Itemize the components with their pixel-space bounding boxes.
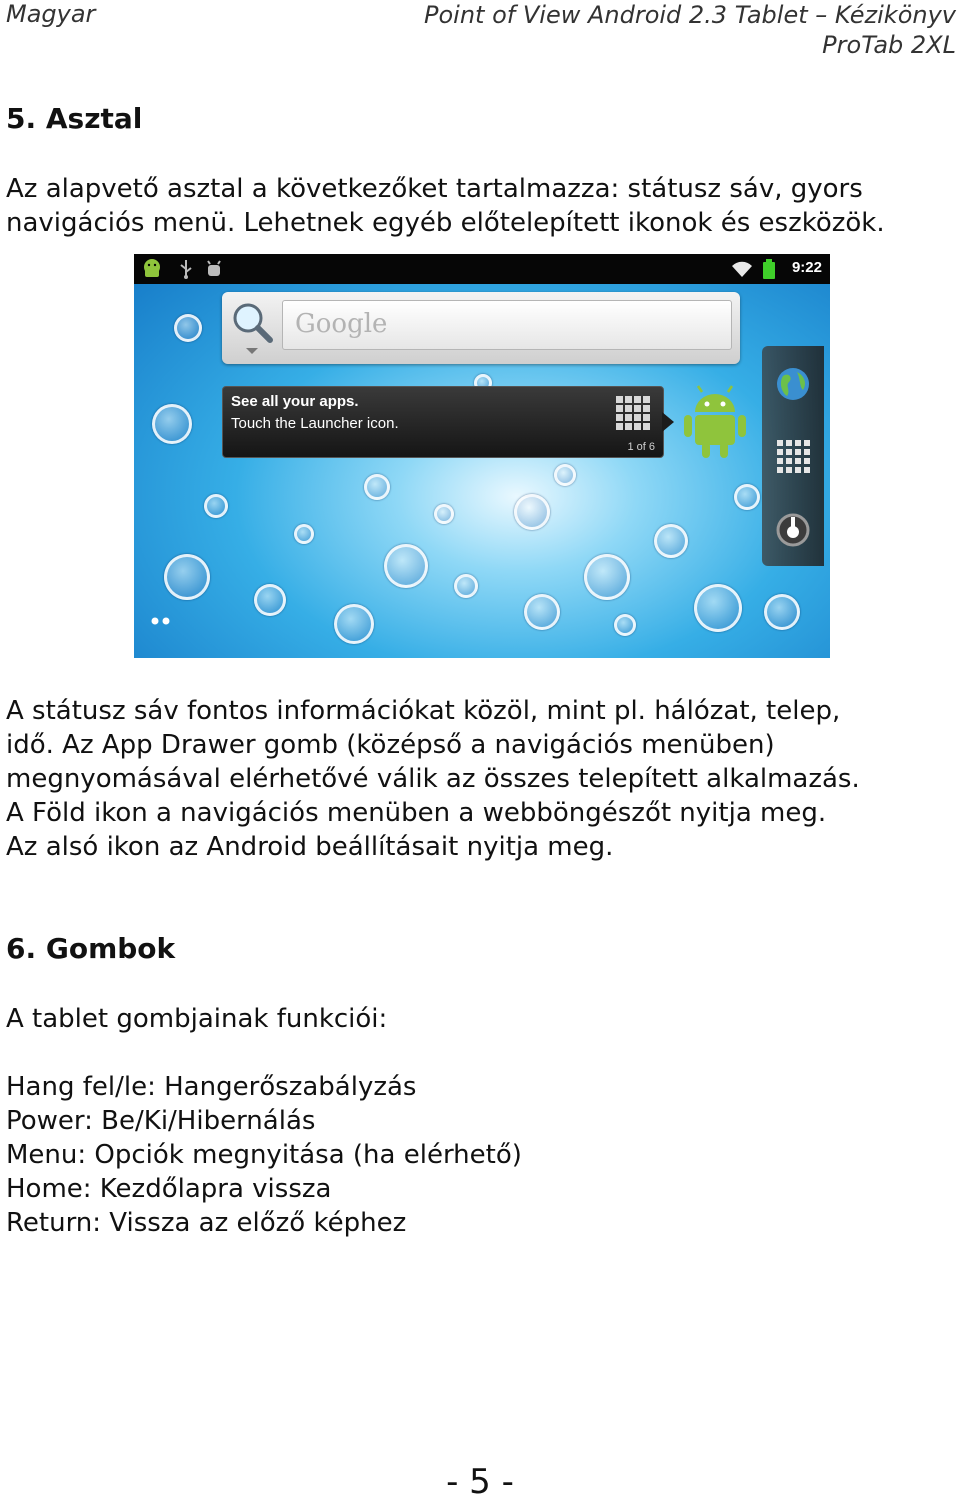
battery-icon bbox=[762, 258, 776, 280]
google-logo: Google bbox=[295, 309, 388, 339]
button-function-item: Hang fel/le: Hangerőszabályzás bbox=[6, 1072, 417, 1102]
water-drop bbox=[524, 594, 560, 630]
section5-body-line: idő. Az App Drawer gomb (középső a navigációs menüben) bbox=[6, 730, 775, 760]
section5-body-line: megnyomásával elérhetővé válik az összes telepített alkalmazás. bbox=[6, 764, 860, 794]
water-drop bbox=[764, 594, 800, 630]
header-language: Magyar bbox=[6, 0, 96, 28]
debug-icon bbox=[204, 258, 224, 280]
button-function-item: Power: Be/Ki/Hibernálás bbox=[6, 1106, 316, 1136]
usb-icon bbox=[176, 258, 196, 280]
section5-intro-line: Az alapvető asztal a következőket tartalmazza: státusz sáv, gyors bbox=[6, 174, 863, 204]
water-drop bbox=[152, 404, 192, 444]
wifi-icon bbox=[730, 258, 754, 280]
settings-icon[interactable] bbox=[775, 512, 811, 548]
globe-icon[interactable] bbox=[775, 366, 811, 402]
android-robot-icon bbox=[682, 384, 748, 460]
water-drop bbox=[334, 604, 374, 644]
water-drop bbox=[694, 584, 742, 632]
page-indicator-icon bbox=[150, 616, 172, 626]
water-drop bbox=[654, 524, 688, 558]
status-clock: 9:22 bbox=[791, 259, 822, 276]
search-input[interactable] bbox=[282, 300, 732, 350]
water-drop bbox=[454, 574, 478, 598]
app-drawer-icon[interactable] bbox=[775, 438, 811, 474]
android-notification-icon bbox=[142, 258, 162, 280]
desktop-screenshot bbox=[134, 254, 830, 658]
water-drop bbox=[164, 554, 210, 600]
water-drop bbox=[384, 544, 428, 588]
tooltip-line2: Touch the Launcher icon. bbox=[231, 415, 399, 432]
water-drop bbox=[174, 314, 202, 342]
google-search-widget[interactable] bbox=[222, 292, 740, 364]
section5-body bbox=[6, 694, 946, 864]
button-function-item: Menu: Opciók megnyitása (ha elérhető) bbox=[6, 1140, 522, 1170]
water-drop bbox=[514, 494, 550, 530]
section6-heading: 6. Gombok bbox=[6, 932, 176, 965]
section5-body-line: A státusz sáv fontos információkat közöl, mint pl. hálózat, telep, bbox=[6, 696, 841, 726]
water-drop bbox=[734, 484, 760, 510]
tooltip-pointer bbox=[662, 412, 674, 432]
header-title-line1: Point of View Android 2.3 Tablet – Kézikönyv bbox=[424, 1, 956, 29]
header-title bbox=[336, 0, 956, 60]
water-drop bbox=[364, 474, 390, 500]
water-drop bbox=[294, 524, 314, 544]
water-drop bbox=[254, 584, 286, 616]
launcher-tooltip bbox=[222, 386, 664, 458]
water-drop bbox=[204, 494, 228, 518]
section5-body-line: A Föld ikon a navigációs menüben a webböngészőt nyitja meg. bbox=[6, 798, 827, 828]
header-title-line2: ProTab 2XL bbox=[822, 31, 956, 59]
water-drop bbox=[584, 554, 630, 600]
section5-intro-line: navigációs menü. Lehetnek egyéb előtelepített ikonok és eszközök. bbox=[6, 208, 885, 238]
search-icon[interactable] bbox=[228, 298, 276, 354]
water-drop bbox=[614, 614, 636, 636]
section5-body-line: Az alsó ikon az Android beállításait nyitja meg. bbox=[6, 832, 614, 862]
button-function-item: Home: Kezdőlapra vissza bbox=[6, 1174, 332, 1204]
quick-nav-menu bbox=[762, 346, 824, 566]
section6-intro: A tablet gombjainak funkciói: bbox=[6, 1004, 388, 1034]
button-function-item: Return: Vissza az előző képhez bbox=[6, 1208, 407, 1238]
page-number: - 5 - bbox=[446, 1462, 514, 1502]
tooltip-line1: See all your apps. bbox=[231, 393, 359, 410]
app-grid-icon bbox=[615, 395, 651, 431]
section5-heading: 5. Asztal bbox=[6, 102, 143, 135]
status-bar bbox=[134, 254, 830, 284]
water-drop bbox=[434, 504, 454, 524]
button-functions-list bbox=[6, 1070, 946, 1240]
tooltip-counter: 1 of 6 bbox=[627, 441, 655, 453]
water-drop bbox=[554, 464, 576, 486]
section5-intro bbox=[6, 172, 946, 240]
